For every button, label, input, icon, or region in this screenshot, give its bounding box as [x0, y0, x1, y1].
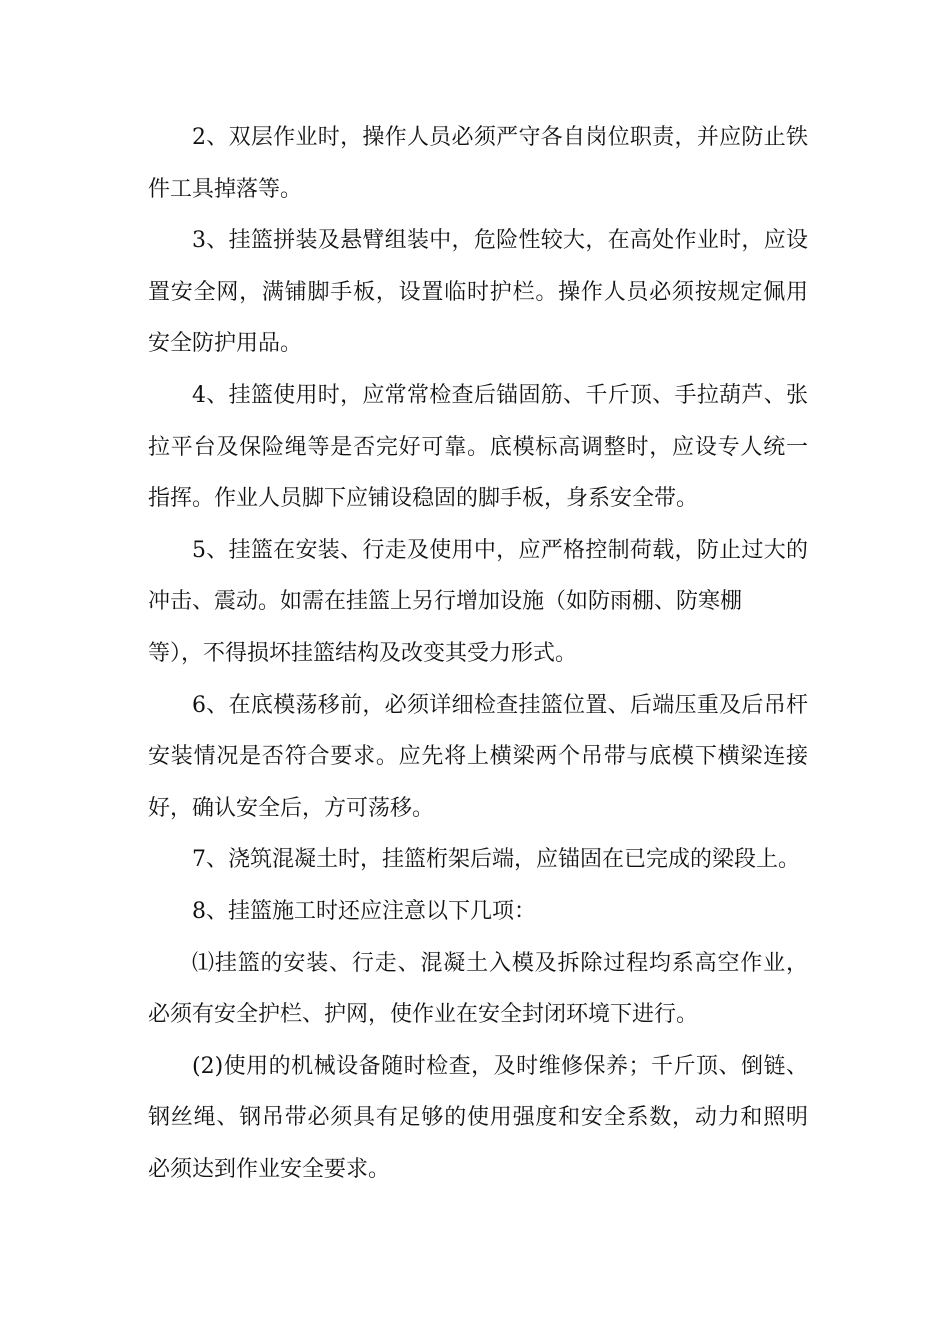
text-line: 5、挂篮在安装、行走及使用中，应严格控制荷载，防止过大的 — [192, 537, 808, 563]
text-line: 等），不得损坏挂篮结构及改变其受力形式。 — [148, 640, 578, 666]
text-line: 3、挂篮拼装及悬臂组装中，危险性较大，在高处作业时，应设 — [192, 228, 808, 254]
text-line: 钢丝绳、钢吊带必须具有足够的使用强度和安全系数，动力和照明 — [148, 1105, 808, 1131]
text-line: 4、挂篮使用时，应常常检查后锚固筋、千斤顶、手拉葫芦、张 — [192, 382, 808, 408]
text-line: (2)使用的机械设备随时检查，及时维修保养；千斤顶、倒链、 — [192, 1053, 808, 1079]
text-line: 冲击、震动。如需在挂篮上另行增加设施（如防雨棚、防寒棚 — [148, 589, 743, 615]
text-line: 安全防护用品。 — [148, 331, 303, 357]
text-line: 必须达到作业安全要求。 — [148, 1156, 391, 1182]
text-line: 6、在底模荡移前，必须详细检查挂篮位置、后端压重及后吊杆 — [192, 692, 808, 718]
text-line: 指挥。作业人员脚下应铺设稳固的脚手板，身系安全带。 — [148, 486, 699, 512]
text-line: ⑴挂篮的安装、行走、混凝土入模及拆除过程均系高空作业， — [192, 950, 808, 976]
text-line: 8、挂篮施工时还应注意以下几项： — [192, 898, 536, 924]
document-body — [148, 112, 808, 1195]
text-line: 件工具掉落等。 — [148, 176, 303, 202]
text-line: 置安全网，满铺脚手板，设置临时护栏。操作人员必须按规定佩用 — [148, 279, 808, 305]
text-line: 好，确认安全后，方可荡移。 — [148, 795, 435, 821]
text-line: 必须有安全护栏、护网，使作业在安全封闭环境下进行。 — [148, 1002, 699, 1028]
text-line: 2、双层作业时，操作人员必须严守各自岗位职责，并应防止铁 — [192, 125, 808, 150]
text-line: 7、浇筑混凝土时，挂篮桁架后端，应锚固在已完成的梁段上。 — [192, 847, 800, 873]
text-line: 安装情况是否符合要求。应先将上横梁两个吊带与底模下横梁连接 — [148, 744, 808, 770]
text-line: 拉平台及保险绳等是否完好可靠。底模标高调整时，应设专人统一 — [148, 434, 808, 460]
